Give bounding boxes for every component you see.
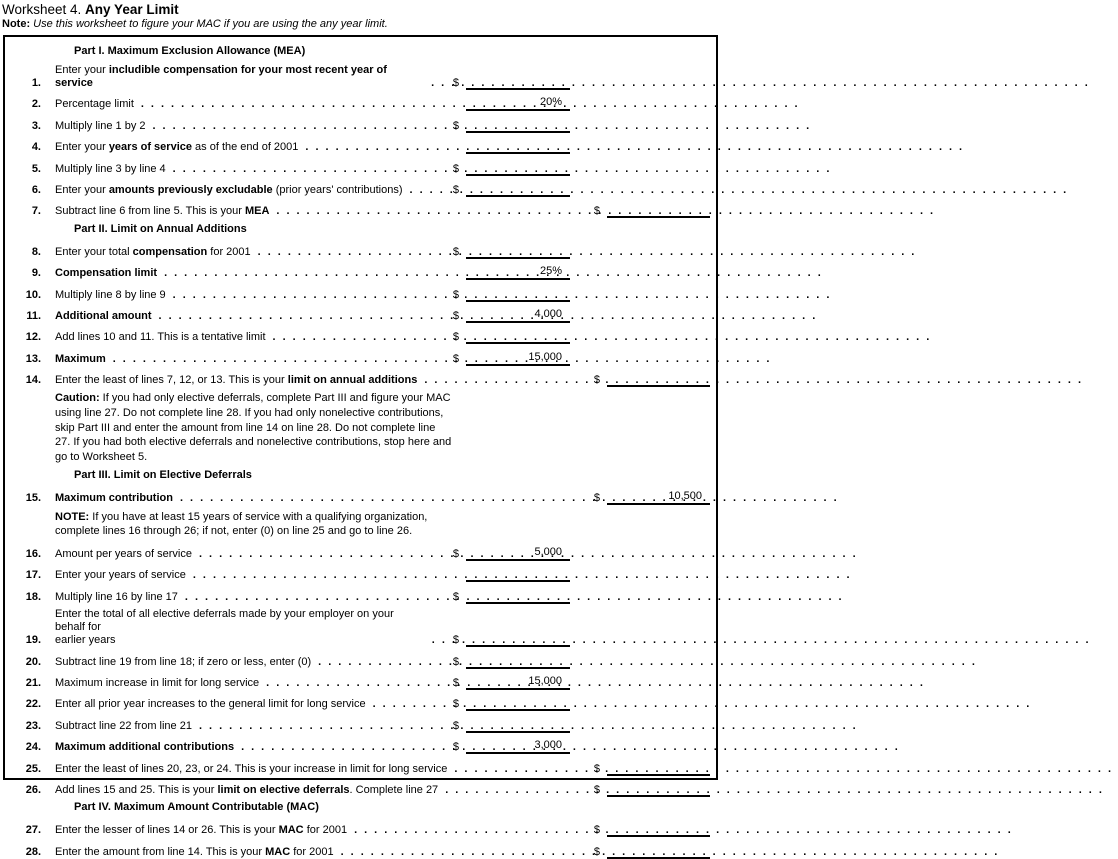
line-19: [11, 608, 710, 647]
dot-leader: [273, 331, 451, 344]
amount-group: [453, 94, 570, 111]
line-number: 27.: [25, 824, 41, 837]
line-6: [11, 180, 710, 197]
dollar-sign: $: [452, 655, 459, 668]
line-text: Maximum increase in limit for long service: [55, 676, 260, 689]
dollar-sign: $: [452, 245, 459, 258]
amount-group: [453, 137, 570, 154]
line-text: Multiply line 16 by line 17: [55, 590, 178, 603]
dot-leader: [432, 634, 451, 647]
amount-field: [607, 842, 710, 859]
line-5: [11, 159, 710, 176]
dot-leader: [258, 246, 451, 259]
line-text: Multiply line 1 by 2: [55, 119, 146, 132]
dot-leader: [305, 141, 450, 154]
amount-field: [466, 137, 570, 154]
amount-group: [453, 630, 570, 647]
line-text: Enter your total compensation for 2001: [55, 245, 251, 258]
dollar-sign: $: [452, 634, 459, 647]
dollar-sign: $: [593, 824, 600, 837]
amount-field: [607, 488, 710, 505]
line-text: Multiply line 8 by line 9: [55, 288, 166, 301]
amount-field: [466, 544, 570, 561]
dollar-sign: $: [593, 845, 600, 858]
amount-group: [453, 285, 570, 302]
line-text: Add lines 15 and 25. This is your limit on elective deferrals. Complete line 27: [55, 783, 439, 796]
dot-leader: [241, 741, 451, 754]
dot-leader: [445, 784, 592, 797]
amount-field: [466, 349, 570, 366]
dot-leader: [185, 591, 451, 604]
dollar-sign: $: [452, 288, 459, 301]
amount-group: [453, 242, 570, 259]
line-text: Amount per years of service: [55, 548, 192, 561]
line-text: Enter the lesser of lines 14 or 26. This is your MAC for 2001: [55, 824, 348, 837]
amount-field: [466, 306, 570, 323]
note-text: Use this worksheet to figure your MAC if you are using the any year limit.: [33, 18, 388, 30]
amount-group: [594, 842, 710, 859]
dot-leader: [199, 720, 451, 733]
line-20: [11, 652, 710, 669]
amount-group: [453, 673, 570, 690]
amount-field: [466, 652, 570, 669]
amount-field: [466, 737, 570, 754]
amount-value: 25%: [539, 265, 562, 278]
dollar-sign: $: [452, 548, 459, 561]
note-label: Note:: [2, 18, 31, 30]
line-number: 28.: [25, 845, 41, 858]
dollar-sign: $: [452, 676, 459, 689]
line-25: [11, 759, 710, 776]
amount-group: [453, 737, 570, 754]
line-text: Enter the amount from line 14. This is your MAC for 2001: [55, 845, 334, 858]
amount-group: [453, 263, 570, 280]
dot-leader: [173, 163, 451, 176]
line-number: 18.: [25, 590, 41, 603]
amount-value: 15,000: [528, 674, 562, 687]
dollar-sign: $: [593, 374, 600, 387]
dollar-sign: $: [452, 162, 459, 175]
line-number: 9.: [31, 267, 41, 280]
dollar-sign: $: [452, 119, 459, 132]
dot-leader: [153, 120, 451, 133]
dot-leader: [193, 569, 451, 582]
dot-leader: [373, 698, 451, 711]
amount-field: [466, 327, 570, 344]
amount-value: 15,000: [528, 350, 562, 363]
line-number: 8.: [31, 245, 41, 258]
dot-leader: [318, 656, 451, 669]
line-text: Enter the total of all elective deferrals made by your employer on your behalf for earlier years: [55, 608, 394, 647]
amount-field: [466, 94, 570, 111]
paragraph-label: NOTE:: [55, 510, 90, 523]
part-header: Part II. Limit on Annual Additions: [74, 222, 247, 235]
worksheet-title: [2, 2, 721, 17]
line-number: 14.: [25, 374, 41, 387]
amount-group: [453, 694, 570, 711]
line-7: [11, 201, 710, 218]
line-12: [11, 327, 710, 344]
amount-group: [594, 488, 710, 505]
line-number: 16.: [25, 548, 41, 561]
paragraph-label: Caution:: [55, 392, 100, 405]
amount-group: [453, 544, 570, 561]
amount-group: [594, 201, 710, 218]
worksheet-page: [0, 2, 721, 858]
line-number: 3.: [31, 119, 41, 132]
line-number: 25.: [25, 762, 41, 775]
worksheet-title-bold: Any Year Limit: [85, 2, 179, 17]
line-number: 20.: [25, 655, 41, 668]
line-number: 24.: [25, 741, 41, 754]
amount-value: 5,000: [534, 546, 562, 559]
line-23: [11, 716, 710, 733]
line-10: [11, 285, 710, 302]
amount-group: [453, 587, 570, 604]
amount-group: [453, 565, 570, 582]
dot-leader: [341, 846, 592, 859]
dollar-sign: $: [593, 205, 600, 218]
amount-field: [466, 694, 570, 711]
dollar-sign: $: [593, 783, 600, 796]
dot-leader: [113, 353, 451, 366]
amount-field: [607, 759, 710, 776]
line-text: Enter your includible compensation for your most recent year of service: [55, 64, 387, 89]
line-number: 7.: [31, 205, 41, 218]
line-number: 19.: [25, 634, 41, 647]
line-18: [11, 587, 710, 604]
amount-field: [607, 370, 710, 387]
amount-field: [466, 673, 570, 690]
amount-group: [453, 73, 570, 90]
amount-value: 3,000: [534, 739, 562, 752]
line-text: Compensation limit: [55, 267, 158, 280]
dot-leader: [180, 492, 592, 505]
dot-leader: [266, 677, 451, 690]
line-14: [11, 370, 710, 387]
dot-leader: [410, 184, 451, 197]
line-number: 11.: [26, 309, 41, 322]
line-number: 21.: [25, 676, 41, 689]
amount-group: [453, 159, 570, 176]
line-number: 10.: [25, 288, 41, 301]
dollar-sign: $: [452, 352, 459, 365]
amount-field: [466, 263, 570, 280]
line-text: Enter your amounts previously excludable (prior years' contributions): [55, 183, 403, 196]
amount-group: [594, 820, 710, 837]
line-3: [11, 116, 710, 133]
dot-leader: [173, 289, 451, 302]
amount-field: [466, 587, 570, 604]
line-text: Multiply line 3 by line 4: [55, 162, 166, 175]
dollar-sign: $: [593, 492, 600, 505]
line-27: [11, 820, 710, 837]
dollar-sign: $: [452, 309, 459, 322]
line-2: [11, 94, 710, 111]
line-number: 12.: [25, 331, 41, 344]
line-9: [11, 263, 710, 280]
line-number: 15.: [25, 492, 41, 505]
line-number: 13.: [25, 352, 41, 365]
amount-group: [453, 116, 570, 133]
line-15: [11, 488, 710, 505]
line-text: Additional amount: [55, 309, 152, 322]
line-number: 1.: [31, 77, 41, 89]
caution-paragraph: Caution: If you had only elective deferrals, complete Part III and figure your MAC using line 27. Do not complete line 28. If you had only nonelective contributions, skip Part III and enter the amount from line 14 on line 28. Do not complete line 27. If you had both elective deferrals and nonelective contributions, stop here and go to Worksheet 5.: [55, 392, 452, 463]
amount-group: [594, 759, 710, 776]
amount-field: [466, 180, 570, 197]
line-number: 17.: [25, 569, 41, 582]
line-24: [11, 737, 710, 754]
dot-leader: [354, 824, 592, 837]
dollar-sign: $: [452, 741, 459, 754]
line-text: Enter your years of service: [55, 569, 186, 582]
part-header: Part IV. Maximum Amount Contributable (MAC): [74, 801, 319, 814]
line-number: 2.: [31, 98, 41, 111]
line-8: [11, 242, 710, 259]
dot-leader: [164, 267, 451, 280]
dollar-sign: $: [452, 719, 459, 732]
amount-group: [453, 716, 570, 733]
line-22: [11, 694, 710, 711]
line-text: Percentage limit: [55, 98, 134, 111]
dollar-sign: $: [452, 183, 459, 196]
line-1: [11, 64, 710, 90]
dot-leader: [276, 205, 591, 218]
dot-leader: [141, 98, 451, 111]
amount-group: [453, 652, 570, 669]
line-number: 4.: [31, 141, 41, 154]
line-text: Maximum additional contributions: [55, 741, 235, 754]
line-26: [11, 780, 710, 797]
line-text: Subtract line 22 from line 21: [55, 719, 192, 732]
line-11: [11, 306, 710, 323]
line-number: 23.: [25, 719, 41, 732]
line-17: [11, 565, 710, 582]
line-4: [11, 137, 710, 154]
line-text: Maximum: [55, 352, 106, 365]
amount-group: [453, 180, 570, 197]
amount-field: [466, 242, 570, 259]
line-number: 6.: [31, 183, 41, 196]
note-paragraph: NOTE: If you have at least 15 years of service with a qualifying organization, complete lines 16 through 26; if not, enter (0) on line 25 and go to line 26.: [55, 510, 428, 538]
line-16: [11, 544, 710, 561]
amount-group: [594, 370, 710, 387]
dot-leader: [159, 310, 451, 323]
amount-group: [453, 327, 570, 344]
amount-field: [466, 73, 570, 90]
line-number: 5.: [31, 162, 41, 175]
amount-value: 4,000: [534, 307, 562, 320]
line-text: Maximum contribution: [55, 492, 173, 505]
amount-field: [466, 630, 570, 647]
amount-field: [466, 716, 570, 733]
line-text: Add lines 10 and 11. This is a tentative limit: [55, 331, 266, 344]
dot-leader: [199, 548, 451, 561]
amount-group: [453, 349, 570, 366]
dollar-sign: $: [452, 590, 459, 603]
dollar-sign: $: [593, 762, 600, 775]
amount-value: 20%: [539, 96, 562, 109]
amount-field: [607, 820, 710, 837]
line-text: Enter the least of lines 20, 23, or 24. This is your increase in limit for long service: [55, 762, 448, 775]
amount-value: 10,500: [668, 490, 702, 503]
part-header: Part I. Maximum Exclusion Allowance (MEA): [74, 45, 306, 57]
part-header: Part III. Limit on Elective Deferrals: [74, 469, 252, 482]
dot-leader: [454, 763, 592, 776]
amount-field: [607, 201, 710, 218]
dollar-sign: $: [452, 331, 459, 344]
line-number: 26.: [25, 783, 41, 796]
worksheet-box: [3, 35, 718, 858]
amount-group: [453, 306, 570, 323]
dollar-sign: $: [452, 77, 459, 89]
dollar-sign: $: [452, 698, 459, 711]
worksheet-note: [2, 18, 721, 31]
amount-field: [466, 285, 570, 302]
amount-field: [607, 780, 710, 797]
dot-leader: [424, 374, 592, 387]
amount-field: [466, 116, 570, 133]
dot-leader: [431, 77, 451, 90]
line-28: [11, 842, 710, 859]
line-text: Subtract line 19 from line 18; if zero or less, enter (0): [55, 655, 312, 668]
amount-field: [466, 159, 570, 176]
worksheet-title-prefix: Worksheet 4.: [2, 2, 86, 17]
line-text: Enter all prior year increases to the general limit for long service: [55, 698, 366, 711]
worksheet-rows: [11, 45, 710, 859]
line-21: [11, 673, 710, 690]
line-text: Enter your years of service as of the end of 2001: [55, 141, 299, 154]
line-text: Subtract line 6 from line 5. This is your MEA: [55, 205, 270, 218]
line-number: 22.: [25, 698, 41, 711]
line-text: Enter the least of lines 7, 12, or 13. This is your limit on annual additions: [55, 374, 418, 387]
amount-group: [594, 780, 710, 797]
amount-field: [466, 565, 570, 582]
line-13: [11, 349, 710, 366]
